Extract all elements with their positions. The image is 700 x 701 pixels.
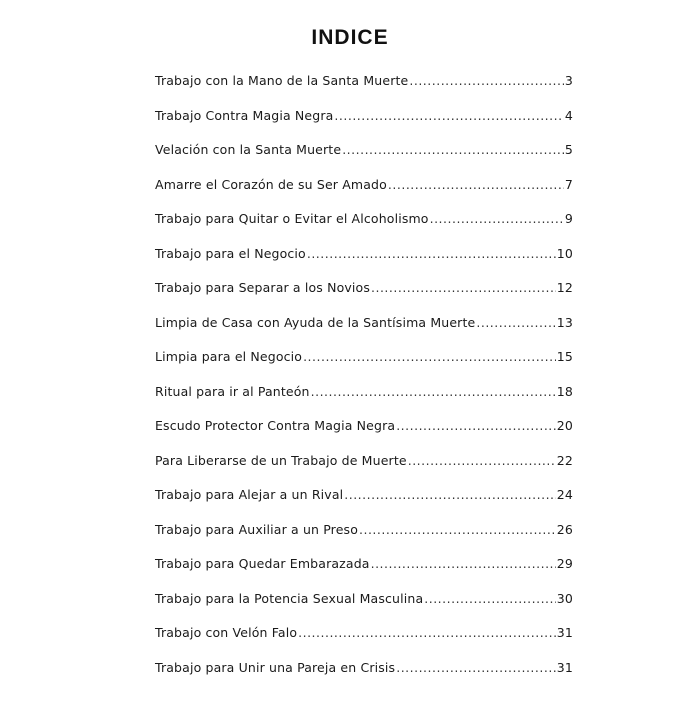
entry-title: Trabajo Contra Magia Negra (155, 107, 334, 123)
entry-page-number: 12 (556, 280, 573, 295)
entry-page-number: 31 (556, 625, 573, 640)
entry-title: Limpia de Casa con Ayuda de la Santísima Muerte (155, 314, 476, 330)
dot-leader (311, 375, 556, 410)
dot-leader (307, 237, 556, 272)
entry-page-number: 3 (564, 73, 573, 88)
toc-entry (155, 237, 573, 272)
toc-entry (155, 513, 573, 548)
toc-entry (155, 133, 573, 168)
toc-entry (155, 271, 573, 306)
page-title: INDICE (311, 26, 389, 49)
entry-title: Ritual para ir al Panteón (155, 383, 310, 399)
entry-title: Trabajo con Velón Falo (155, 625, 298, 640)
entry-page-number: 26 (556, 521, 573, 537)
dot-leader (344, 478, 556, 513)
dot-leader (388, 168, 564, 203)
dot-leader (409, 64, 564, 99)
dot-leader (396, 651, 556, 686)
entry-page-number: 18 (556, 383, 573, 399)
entry-title: Para Liberarse de un Trabajo de Muerte (155, 452, 407, 468)
entry-page-number: 30 (556, 590, 573, 606)
entry-page-number: 22 (556, 452, 573, 468)
entry-page-number: 29 (556, 556, 573, 571)
toc-entry (155, 340, 573, 375)
entry-title: Escudo Protector Contra Magia Negra (155, 418, 396, 433)
entry-title: Velación con la Santa Muerte (155, 142, 342, 157)
toc-entry (155, 306, 573, 341)
entry-title: Trabajo para Quitar o Evitar el Alcoholismo (155, 211, 429, 226)
toc-entry (155, 99, 573, 134)
entry-page-number: 4 (564, 107, 573, 123)
entry-title: Trabajo para el Negocio (155, 245, 306, 261)
toc-entry (155, 547, 573, 582)
toc-entry (155, 375, 573, 410)
entry-title: Amarre el Corazón de su Ser Amado (155, 176, 387, 192)
dot-leader (476, 306, 555, 341)
toc-entry (155, 651, 573, 686)
entry-title: Trabajo para Unir una Pareja en Crisis (155, 659, 396, 675)
entry-title: Trabajo con la Mano de la Santa Muerte (155, 73, 409, 88)
toc-entry (155, 202, 573, 237)
entry-page-number: 9 (564, 211, 573, 226)
entry-page-number: 20 (556, 418, 573, 433)
toc-entry (155, 478, 573, 513)
toc-entry (155, 616, 573, 651)
entry-page-number: 13 (556, 314, 573, 330)
entry-title: Trabajo para Alejar a un Rival (155, 487, 344, 502)
dot-leader (303, 340, 556, 375)
entry-page-number: 7 (564, 176, 573, 192)
toc-entry (155, 168, 573, 203)
dot-leader (342, 133, 564, 168)
dot-leader (334, 99, 563, 134)
entry-page-number: 15 (556, 349, 573, 364)
toc-entry (155, 582, 573, 617)
dot-leader (424, 582, 556, 617)
dot-leader (408, 444, 556, 479)
toc-entry (155, 444, 573, 479)
toc-entry (155, 64, 573, 99)
dot-leader (359, 513, 556, 548)
dot-leader (298, 616, 556, 651)
dot-leader (371, 547, 556, 582)
dot-leader (396, 409, 556, 444)
entry-title: Trabajo para la Potencia Sexual Masculina (155, 590, 424, 606)
dot-leader (371, 271, 556, 306)
entry-title: Trabajo para Auxiliar a un Preso (155, 521, 358, 537)
entry-page-number: 24 (556, 487, 573, 502)
table-of-contents (155, 64, 573, 685)
entry-page-number: 5 (564, 142, 573, 157)
entry-title: Trabajo para Separar a los Novios (155, 280, 371, 295)
entry-page-number: 31 (556, 659, 573, 675)
entry-title: Trabajo para Quedar Embarazada (155, 556, 370, 571)
entry-title: Limpia para el Negocio (155, 349, 303, 364)
toc-entry (155, 409, 573, 444)
entry-page-number: 10 (556, 245, 573, 261)
dot-leader (430, 202, 564, 237)
